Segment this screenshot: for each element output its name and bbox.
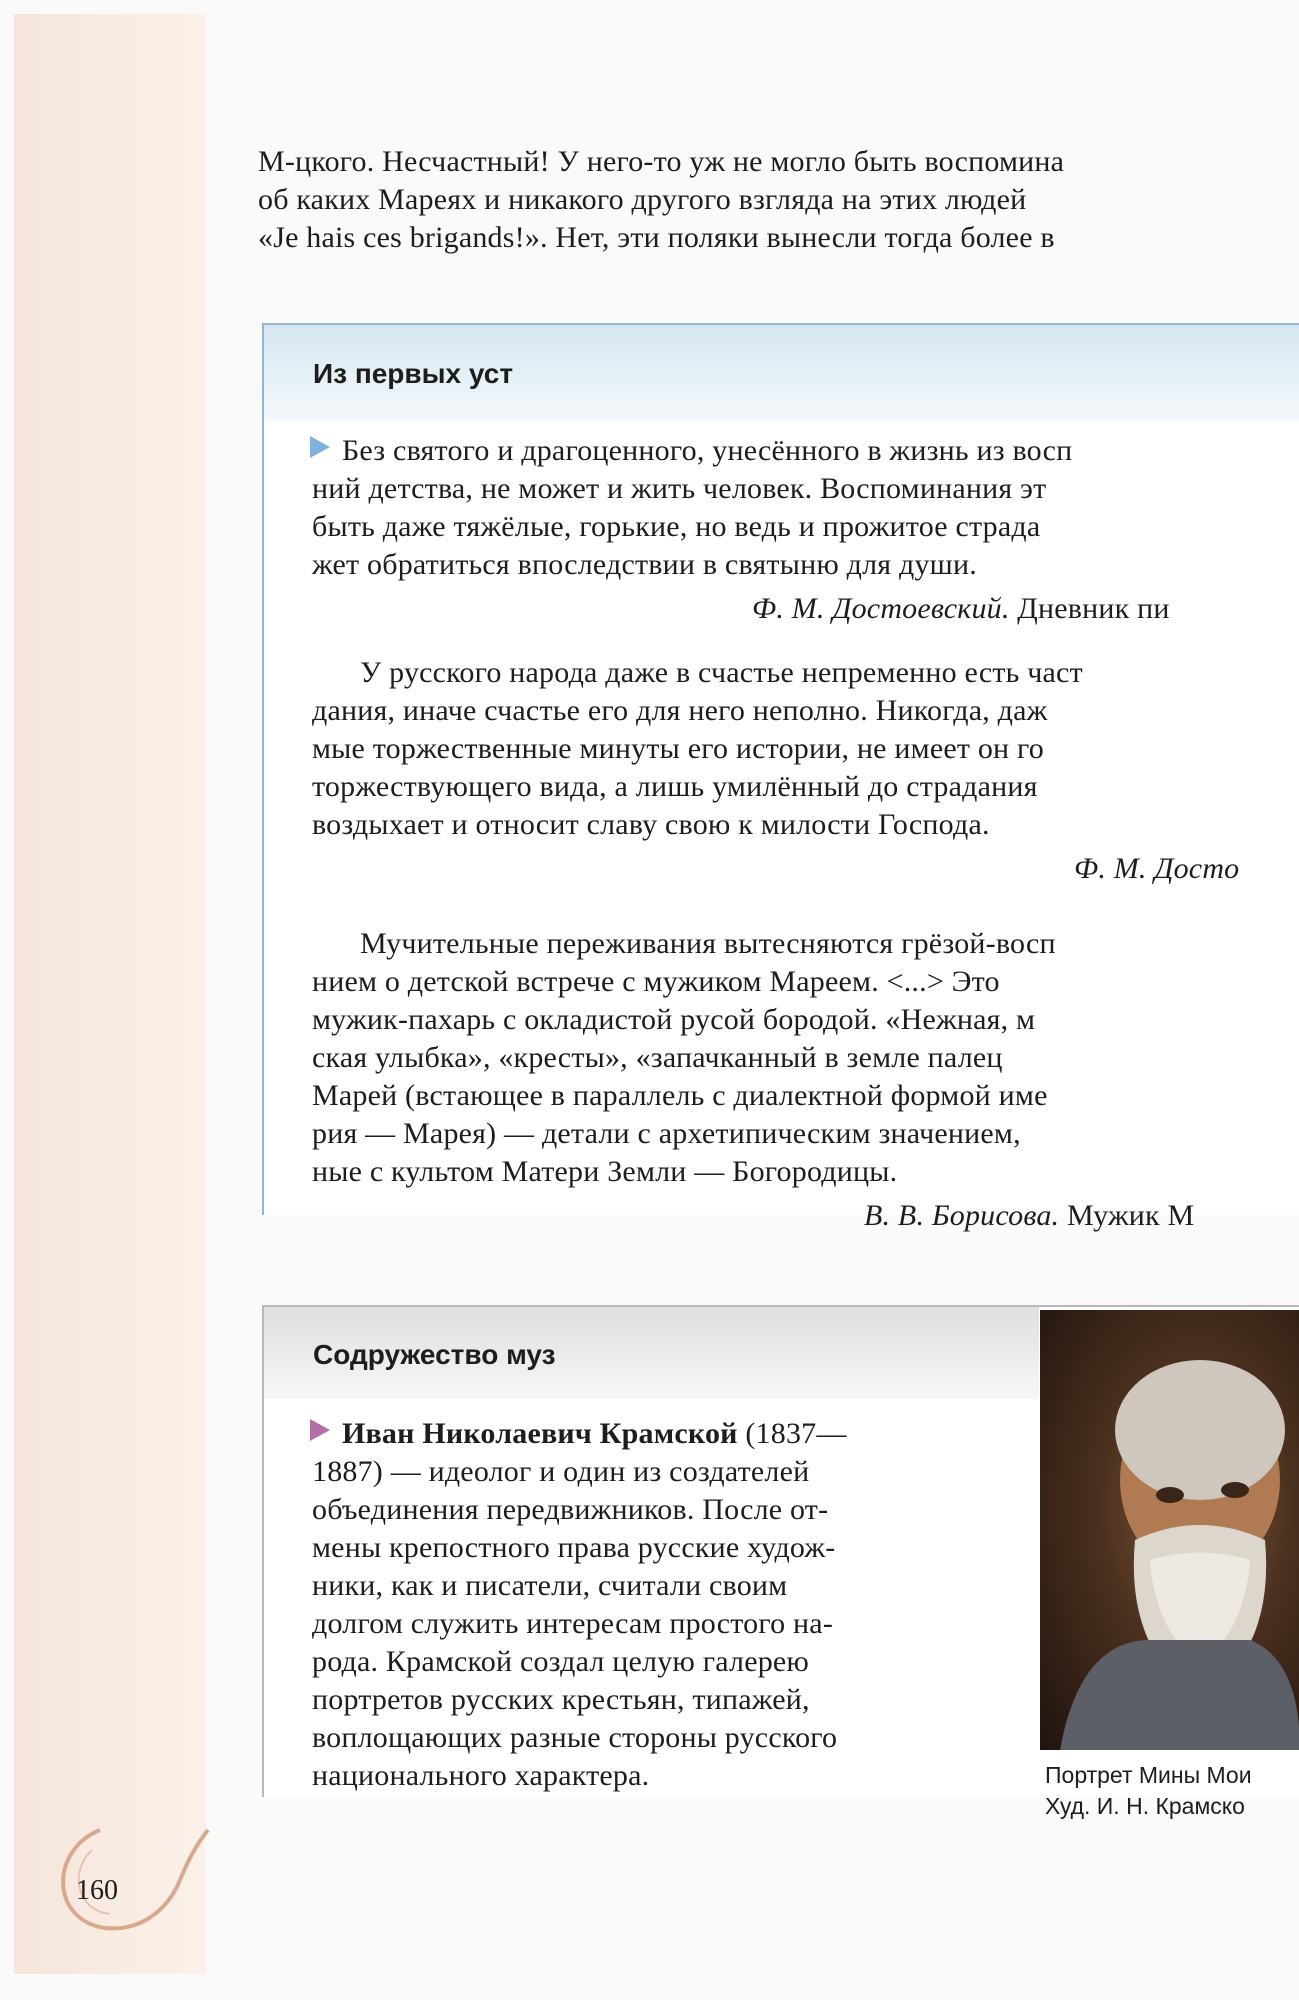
arts-line-6: долгом служить интересам простого на- bbox=[312, 1607, 834, 1640]
quotes-box-title: Из первых уст bbox=[313, 358, 514, 389]
quote2-line-3: мые торжественные минуты его истории, не имеет он го bbox=[312, 732, 1044, 765]
portrait-painting-image bbox=[1040, 1310, 1299, 1750]
arts-line-8: портретов русских крестьян, типажей, bbox=[312, 1683, 810, 1716]
intro-line-3: «Je hais ces brigands!». Нет, эти поляки вынесли тогда более в bbox=[258, 221, 1055, 254]
quote3-line-5: Марей (встающее в параллель с диалектной формой име bbox=[312, 1079, 1048, 1112]
quote2-line-1: У русского народа даже в счастье непременно есть част bbox=[360, 656, 1083, 689]
quote3-line-7: ные с культом Матери Земли — Богородицы. bbox=[312, 1155, 898, 1188]
arts-line-7: рода. Крамской создал целую галерею bbox=[312, 1645, 810, 1678]
quote3-signature bbox=[864, 1197, 1194, 1235]
arts-box-title: Содружество муз bbox=[313, 1339, 556, 1370]
quote3-line-2: нием о детской встрече с мужиком Мареем. <...> Это bbox=[312, 965, 1000, 998]
arts-line-9: воплощающих разные стороны русского bbox=[312, 1721, 838, 1754]
portrait-illustration bbox=[1040, 1310, 1299, 1750]
quote3-line-1: Мучительные переживания вытесняются грёзой-восп bbox=[360, 927, 1056, 960]
quote1-line-3: быть даже тяжёлые, горькие, но ведь и прожитое страда bbox=[312, 510, 1041, 543]
artist-name: Иван Николаевич Крамской bbox=[342, 1417, 738, 1450]
bullet-triangle-icon bbox=[310, 436, 330, 458]
quote1-line-2: ний детства, не может и жить человек. Воспоминания эт bbox=[312, 472, 1047, 505]
arts-line-10: национального характера. bbox=[312, 1759, 650, 1792]
quote1-signature bbox=[752, 590, 1170, 628]
quote1-work: Дневник пи bbox=[1017, 592, 1170, 625]
page-number-swirl-icon bbox=[30, 1810, 210, 1940]
arts-line-1: Иван Николаевич Крамской (1837— bbox=[310, 1415, 847, 1453]
quote3-line-3: мужик-пахарь с окладистой русой бородой. «Нежная, м bbox=[312, 1003, 1036, 1036]
quote3-line-6: рия — Марея) — детали с архетипическим значением, bbox=[312, 1117, 1021, 1150]
quote2-line-4: торжествующего вида, а лишь умилённый до страдания bbox=[312, 770, 1038, 803]
intro-line-2: об каких Мареях и никакого другого взгляда на этих людей bbox=[258, 183, 1027, 216]
arts-line-2: 1887) — идеолог и один из создателей bbox=[312, 1455, 810, 1488]
quote2-line-2: дания, иначе счастье его для него неполно. Никогда, даж bbox=[312, 694, 1048, 727]
portrait-caption-line-2: Худ. И. Н. Крамско bbox=[1045, 1793, 1245, 1819]
quote2-line-5: воздыхает и относит славу свою к милости Господа. bbox=[312, 808, 990, 841]
quote3-line-4: ская улыбка», «кресты», «запачканный в земле палец bbox=[312, 1041, 1003, 1074]
quote1-line-1: Без святого и драгоценного, унесённого в жизнь из восп bbox=[310, 432, 1072, 470]
quote3-author: В. В. Борисова. bbox=[864, 1199, 1060, 1232]
arts-line-4: мены крепостного права русские худож- bbox=[312, 1531, 836, 1564]
quote1-line-4: жет обратиться впоследствии в святыню для души. bbox=[312, 548, 977, 581]
intro-line-1: М-цкого. Несчастный! У него-то уж не могло быть воспомина bbox=[258, 145, 1065, 178]
arts-line-5: ники, как и писатели, считали своим bbox=[312, 1569, 788, 1602]
quote3-work: Мужик М bbox=[1066, 1199, 1195, 1232]
portrait-caption-line-1: Портрет Мины Мои bbox=[1045, 1762, 1252, 1788]
page-number: 160 bbox=[76, 1875, 118, 1906]
arts-line-3: объединения передвижников. После от- bbox=[312, 1493, 829, 1526]
quote2-signature: Ф. М. Досто bbox=[1074, 852, 1240, 885]
quote1-author: Ф. М. Достоевский. bbox=[752, 592, 1010, 625]
bullet-triangle-icon bbox=[310, 1419, 330, 1441]
